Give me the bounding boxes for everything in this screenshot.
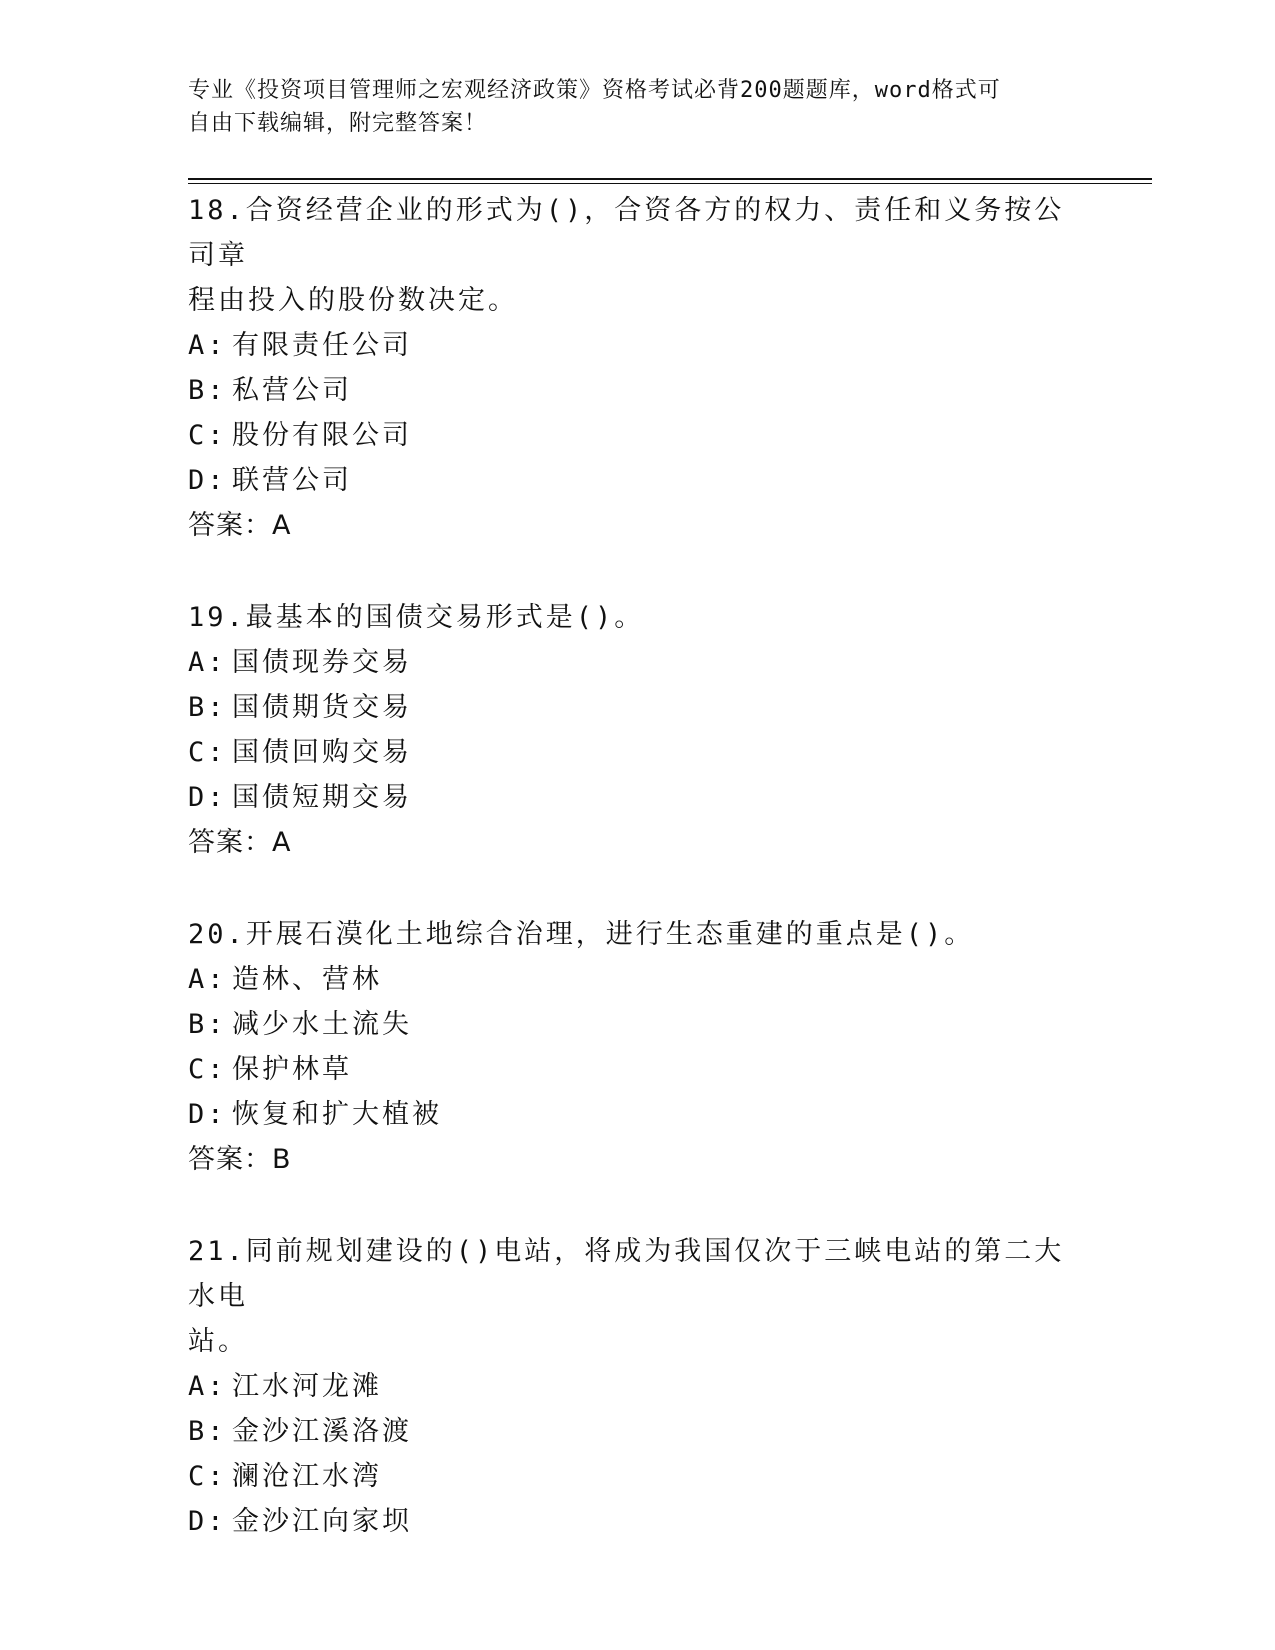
- option-d: [188, 1499, 1088, 1544]
- option-text: 保护林草: [232, 1054, 352, 1085]
- question-stem-line: 20.开展石漠化土地综合治理，进行生态重建的重点是()。: [188, 919, 975, 950]
- question-list: [188, 188, 1088, 1591]
- option-text: 澜沧江水湾: [232, 1461, 382, 1492]
- option-text: 国债期货交易: [232, 692, 412, 723]
- option-text: 国债现券交易: [232, 647, 412, 678]
- option-c: [188, 1047, 1088, 1092]
- option-letter: D:: [188, 1506, 227, 1537]
- option-b: [188, 368, 1088, 413]
- option-text: 联营公司: [232, 465, 352, 496]
- option-letter: B:: [188, 1416, 227, 1447]
- option-letter: C:: [188, 1054, 227, 1085]
- option-letter: D:: [188, 1099, 227, 1130]
- option-c: [188, 413, 1088, 458]
- question-stem-line: 18.合资经营企业的形式为()，合资各方的权力、责任和义务按公司章: [188, 195, 1065, 271]
- question-stem-line: 程由投入的股份数决定。: [188, 285, 518, 316]
- option-text: 恢复和扩大植被: [232, 1099, 442, 1130]
- document-header: [188, 74, 1068, 140]
- header-line-2: 自由下载编辑，附完整答案！: [188, 111, 488, 136]
- question-18: [188, 188, 1088, 548]
- header-rule-thick: [188, 178, 1152, 180]
- option-c: [188, 730, 1088, 775]
- option-letter: B:: [188, 375, 227, 406]
- option-text: 国债回购交易: [232, 737, 412, 768]
- option-letter: B:: [188, 692, 227, 723]
- option-a: [188, 957, 1088, 1002]
- option-letter: A:: [188, 330, 227, 361]
- option-letter: C:: [188, 1461, 227, 1492]
- option-b: [188, 1002, 1088, 1047]
- option-text: 有限责任公司: [232, 330, 412, 361]
- option-c: [188, 1454, 1088, 1499]
- option-b: [188, 685, 1088, 730]
- question-20: [188, 912, 1088, 1182]
- question-stem-line: 21.同前规划建设的()电站，将成为我国仅次于三峡电站的第二大水电: [188, 1236, 1065, 1312]
- option-d: [188, 1092, 1088, 1137]
- question-19: [188, 595, 1088, 865]
- option-a: [188, 1364, 1088, 1409]
- option-text: 江水河龙滩: [232, 1371, 382, 1402]
- option-d: [188, 458, 1088, 503]
- option-letter: D:: [188, 782, 227, 813]
- option-a: [188, 640, 1088, 685]
- option-letter: A:: [188, 647, 227, 678]
- option-letter: A:: [188, 1371, 227, 1402]
- question-stem-line: 19.最基本的国债交易形式是()。: [188, 602, 645, 633]
- option-a: [188, 323, 1088, 368]
- answer-line: 答案：B: [188, 1144, 292, 1175]
- header-rule-thin: [188, 183, 1152, 184]
- option-text: 金沙江溪洛渡: [232, 1416, 412, 1447]
- option-text: 减少水土流失: [232, 1009, 412, 1040]
- option-text: 股份有限公司: [232, 420, 412, 451]
- option-letter: A:: [188, 964, 227, 995]
- question-stem-line: 站。: [188, 1326, 248, 1357]
- answer-line: 答案：A: [188, 827, 292, 858]
- answer-line: 答案：A: [188, 510, 292, 541]
- option-b: [188, 1409, 1088, 1454]
- option-text: 金沙江向家坝: [232, 1506, 412, 1537]
- option-d: [188, 775, 1088, 820]
- option-letter: B:: [188, 1009, 227, 1040]
- option-letter: C:: [188, 737, 227, 768]
- option-letter: D:: [188, 465, 227, 496]
- header-line-1: 专业《投资项目管理师之宏观经济政策》资格考试必背200题题库，word格式可: [188, 78, 1001, 103]
- option-text: 国债短期交易: [232, 782, 412, 813]
- option-text: 私营公司: [232, 375, 352, 406]
- option-letter: C:: [188, 420, 227, 451]
- option-text: 造林、营林: [232, 964, 382, 995]
- question-21: [188, 1229, 1088, 1544]
